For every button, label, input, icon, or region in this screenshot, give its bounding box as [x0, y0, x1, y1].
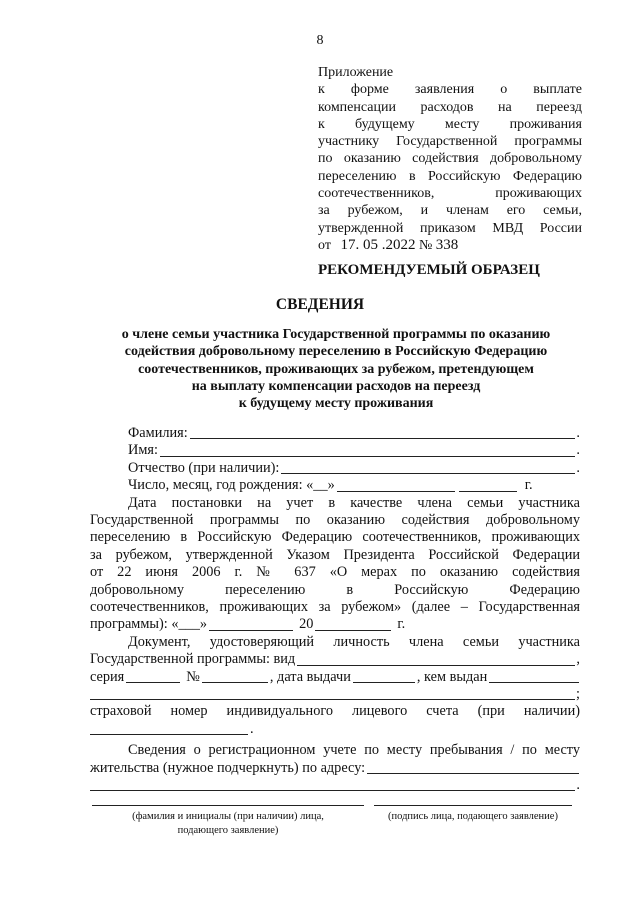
dob-label: Число, месяц, год рождения: «__» — [128, 477, 335, 494]
dob-row — [90, 477, 580, 494]
appendix-line: компенсации расходов на переезд — [318, 99, 582, 115]
appendix-line: соотечественников, проживающих — [318, 186, 582, 202]
order-number: 338 — [435, 236, 459, 253]
issued-by-continuation-field[interactable] — [90, 687, 575, 700]
registration-line: за рубежом, утвержденной Указом Президента Российской Федерации — [90, 546, 580, 563]
name-field[interactable] — [160, 444, 576, 457]
registration-line: переселению в Российскую Федерацию соотечественников, проживающих — [90, 529, 580, 546]
registration-line: соотечественников, проживающих за рубежом» (далее – Государственная — [90, 599, 580, 615]
registration-line: добровольному переселению в Российскую Федерацию — [90, 581, 580, 598]
form-body — [90, 425, 580, 794]
document-type-field[interactable] — [297, 653, 575, 666]
snils-row: . — [90, 721, 580, 738]
appendix-line: за рубежом, и членам его семьи, — [318, 203, 582, 219]
subtitle-line: о члене семьи участника Государственной программы по оказанию — [121, 327, 551, 342]
dob-month-field[interactable] — [337, 479, 455, 492]
page-title: СВЕДЕНИЯ — [275, 296, 365, 313]
name-label: Имя: — [128, 442, 158, 459]
dob-year-field[interactable] — [459, 479, 517, 492]
series-field[interactable] — [126, 670, 180, 683]
page-number: 8 — [316, 33, 324, 48]
program-date-prefix: программы): «___» — [90, 616, 208, 633]
issue-date-field[interactable] — [353, 670, 415, 683]
order-date: 17. 05 .2022 — [340, 236, 416, 253]
surname-field[interactable] — [190, 426, 576, 439]
subtitle-line: соотечественников, проживающих за рубежом, претендующем — [138, 361, 534, 377]
document-details-row — [90, 669, 580, 686]
subtitle-line: содействия добровольному переселению в Российскую Федерацию — [124, 344, 548, 360]
patronymic-row: Отчество (при наличии): . — [128, 459, 580, 476]
appendix-line: утвержденной приказом МВД России — [318, 220, 582, 236]
snils-field[interactable] — [90, 722, 248, 735]
patronymic-field[interactable] — [281, 461, 575, 474]
series-label: серия — [90, 668, 125, 685]
appendix-line: к будущему месту проживания — [318, 116, 582, 132]
date-prefix: от — [318, 237, 331, 253]
issued-by-continuation-row: ; — [90, 686, 580, 703]
fio-caption — [92, 810, 364, 838]
appendix-line: к форме заявления о выплате — [318, 82, 582, 98]
registration-line: от 22 июня 2006 г. № 637 «О мерах по оказанию содействия — [90, 564, 580, 581]
subtitle-line: к будущему месту проживания — [238, 396, 434, 412]
dob-suffix: г. — [524, 477, 533, 494]
registration-line: Государственной программы по оказанию содействия добровольному — [90, 511, 580, 528]
appendix-date-line — [318, 237, 582, 254]
sample-label: РЕКОМЕНДУЕМЫЙ ОБРАЗЕЦ — [318, 262, 540, 278]
order-number-label: № — [418, 237, 433, 253]
fio-signature-line[interactable] — [92, 805, 364, 806]
doc-number-field[interactable] — [202, 670, 268, 683]
registration-line: Дата постановки на учет в качестве члена семьи участника — [128, 494, 580, 511]
appendix-block — [318, 64, 582, 254]
program-date-suffix: г. — [397, 616, 406, 633]
address-continuation-field[interactable] — [90, 778, 575, 791]
appendix-title: Приложение — [318, 65, 394, 80]
patronymic-label: Отчество (при наличии): — [128, 459, 280, 476]
fio-caption-line: подающего заявление) — [177, 825, 279, 836]
appendix-line: участнику Государственной программы — [318, 134, 582, 150]
address-continuation-row: . — [90, 777, 580, 794]
program-date-month-field[interactable] — [209, 618, 293, 631]
signature-line[interactable] — [374, 805, 572, 806]
appendix-line: переселению в Российскую Федерацию — [318, 168, 582, 184]
signature-caption: (подпись лица, подающего заявление) — [388, 811, 558, 822]
issued-by-label: , кем выдан — [416, 668, 488, 685]
address-label: жительства (нужное подчеркнуть) по адресу: — [90, 759, 366, 776]
subtitle — [94, 326, 578, 412]
doc-number-label: № — [186, 668, 200, 685]
program-date-year-field[interactable] — [315, 618, 391, 631]
surname-row: Фамилия: . — [128, 424, 580, 441]
program-date-row — [90, 616, 580, 633]
document-type-row: Государственной программы: вид , — [90, 651, 580, 668]
surname-label: Фамилия: — [128, 424, 188, 441]
subtitle-line: на выплату компенсации расходов на переезд — [191, 378, 481, 394]
address-field[interactable] — [367, 761, 579, 774]
name-row: Имя: . — [128, 442, 580, 459]
program-date-year: 20 — [299, 616, 314, 633]
address-row — [90, 760, 580, 777]
appendix-line: по оказанию содействия добровольному — [318, 151, 582, 167]
document-type-label: Государственной программы: вид — [90, 651, 296, 668]
fio-caption-line: (фамилия и инициалы (при наличии) лица, — [132, 811, 324, 822]
issue-date-label: , дата выдачи — [269, 668, 351, 685]
address-line: Сведения о регистрационном учете по месту пребывания / по месту — [128, 742, 580, 759]
document-line: Документ, удостоверяющий личность члена семьи участника — [128, 633, 580, 650]
issued-by-field[interactable] — [489, 670, 579, 683]
snils-label: страховой номер индивидуального лицевого счета (при наличии) — [90, 703, 580, 720]
